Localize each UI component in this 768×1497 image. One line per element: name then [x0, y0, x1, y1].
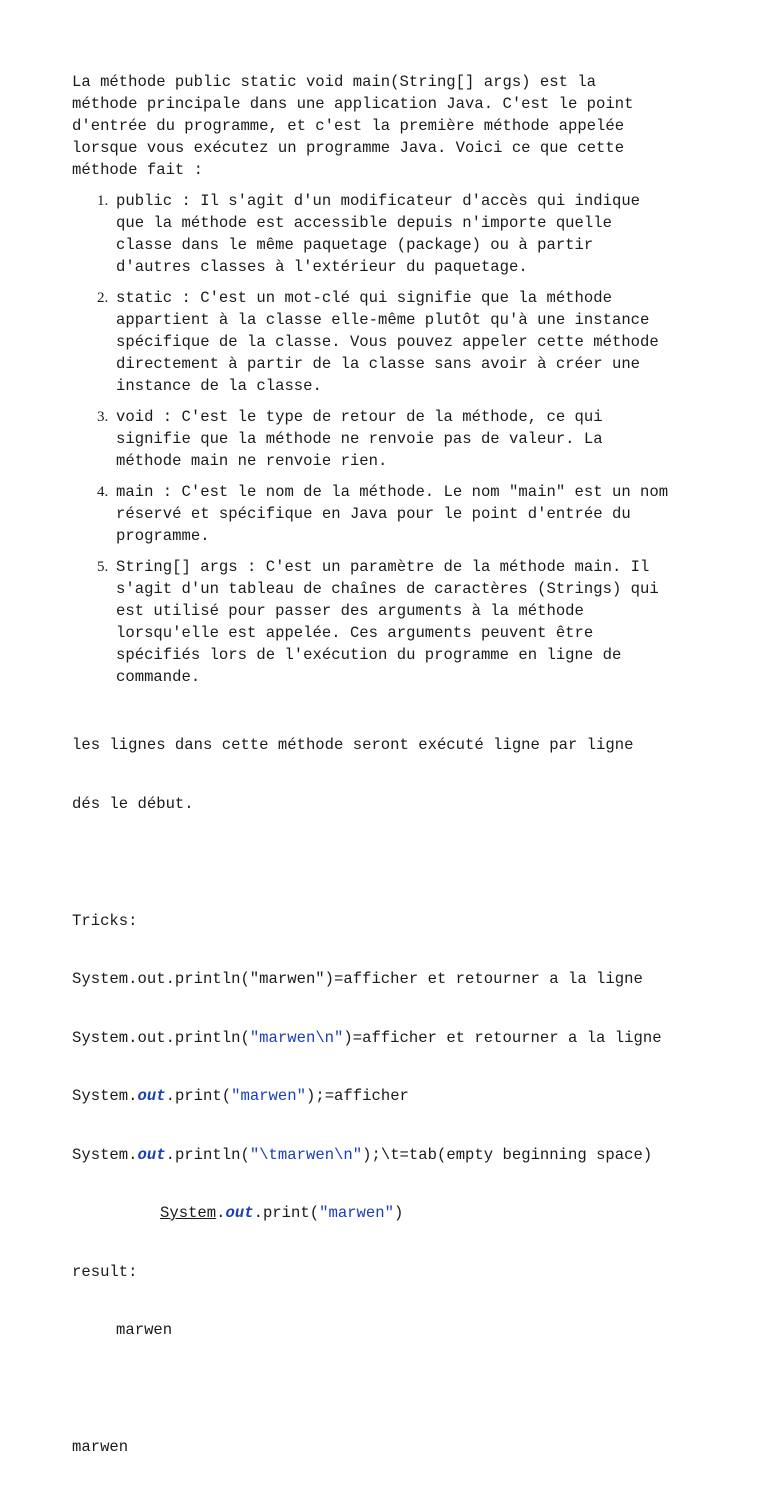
list-line: static : C'est un mot-clé qui signifie que la méthode	[116, 289, 612, 307]
list-line: d'autres classes à l'extérieur du paquetage.	[116, 258, 528, 276]
list-line: programme.	[116, 527, 210, 545]
code-text: System.out.println("marwen")=afficher et retourner a la ligne	[72, 970, 643, 988]
code-keyword: out	[225, 1204, 254, 1222]
result-line: marwen	[116, 1321, 173, 1339]
intro-line: méthode principale dans une application Java. C'est le point	[72, 95, 634, 113]
code-line	[72, 1146, 722, 1166]
code-string: "marwen"	[231, 1087, 306, 1105]
closing-paragraph	[72, 697, 722, 853]
code-keyword: out	[137, 1145, 166, 1164]
list-number: 3.	[97, 409, 109, 425]
intro-line: lorsque vous exécutez un programme Java. Voici ce que cette	[72, 139, 625, 157]
intro-line: d'entrée du programme, et c'est la première méthode appelée	[72, 117, 625, 135]
tricks-heading: Tricks:	[72, 911, 138, 930]
closing-line: les lignes dans cette méthode seront exécuté ligne par ligne	[72, 736, 634, 754]
list-line: signifie que la méthode ne renvoie pas de valeur. La	[116, 430, 603, 448]
code-line	[72, 1204, 722, 1224]
code-text: System	[160, 1204, 217, 1222]
intro-line: méthode fait :	[72, 161, 204, 179]
list-line: directement à partir de la classe sans avoir à créer une	[116, 355, 641, 373]
code-text: )	[393, 1204, 404, 1222]
tricks-section	[72, 873, 722, 1497]
code-text: );=afficher	[305, 1087, 409, 1105]
code-keyword: out	[137, 1087, 166, 1105]
list-line: méthode main ne renvoie rien.	[116, 452, 388, 470]
list-line: appartient à la classe elle-même plutôt qu'à une instance	[116, 311, 650, 329]
result-heading: result:	[72, 1262, 138, 1281]
list-line: spécifiés lors de l'exécution du programme en ligne de	[116, 646, 622, 664]
list-item	[97, 406, 722, 472]
list-line: main : C'est le nom de la méthode. Le nom "main" est un nom	[116, 483, 669, 501]
list-line: que la méthode est accessible depuis n'importe quelle	[116, 214, 612, 232]
code-string: "marwen\n"	[249, 1028, 344, 1047]
list-number: 2.	[97, 290, 109, 306]
code-line	[72, 1087, 722, 1107]
list-line: spécifique de la classe. Vous pouvez appeler cette méthode	[116, 333, 659, 351]
list-number: 1.	[97, 193, 109, 209]
list-line: lorsqu'elle est appelée. Ces arguments peuvent être	[116, 624, 594, 642]
blank-line	[72, 1380, 722, 1400]
list-line: est utilisé pour passer des arguments à la méthode	[116, 602, 584, 620]
code-line	[72, 970, 722, 990]
list-line: String[] args : C'est un paramètre de la méthode main. Il	[116, 558, 650, 576]
list-number: 5.	[97, 559, 109, 575]
list-line: instance de la classe.	[116, 377, 322, 395]
list-item	[97, 287, 722, 397]
list-line: commande.	[116, 668, 201, 686]
list-item	[97, 190, 722, 278]
list-item	[97, 481, 722, 547]
closing-line: dés le début.	[72, 794, 194, 813]
code-text: .print(	[253, 1204, 320, 1222]
document-page	[72, 71, 722, 1497]
list-line: s'agit d'un tableau de chaînes de caractères (Strings) qui	[116, 580, 659, 598]
code-text: )=afficher et retourner a la ligne	[343, 1028, 662, 1047]
code-text: System.	[72, 1087, 138, 1105]
code-text: .println(	[165, 1145, 250, 1164]
code-string: "marwen"	[319, 1204, 394, 1222]
code-line	[72, 1029, 722, 1049]
list-number: 4.	[97, 484, 109, 500]
list-line: classe dans le même paquetage (package) ou à partir	[116, 236, 594, 254]
result-line: marwen	[72, 1438, 129, 1456]
code-text: .print(	[165, 1087, 232, 1105]
numbered-list	[72, 190, 722, 688]
code-text: System.out.println(	[72, 1028, 250, 1047]
intro-line: La méthode public static void main(String[] args) est la	[72, 73, 597, 91]
code-string: "\tmarwen\n"	[249, 1145, 363, 1164]
code-text: );\t=tab(empty beginning space)	[362, 1145, 653, 1164]
list-line: public : Il s'agit d'un modificateur d'accès qui indique	[116, 192, 641, 210]
code-text: .	[216, 1204, 226, 1222]
list-line: void : C'est le type de retour de la méthode, ce qui	[116, 408, 603, 426]
list-line: réservé et spécifique en Java pour le point d'entrée du	[116, 505, 631, 523]
list-item	[97, 556, 722, 688]
intro-paragraph	[72, 71, 722, 181]
code-text: System.	[72, 1145, 138, 1164]
